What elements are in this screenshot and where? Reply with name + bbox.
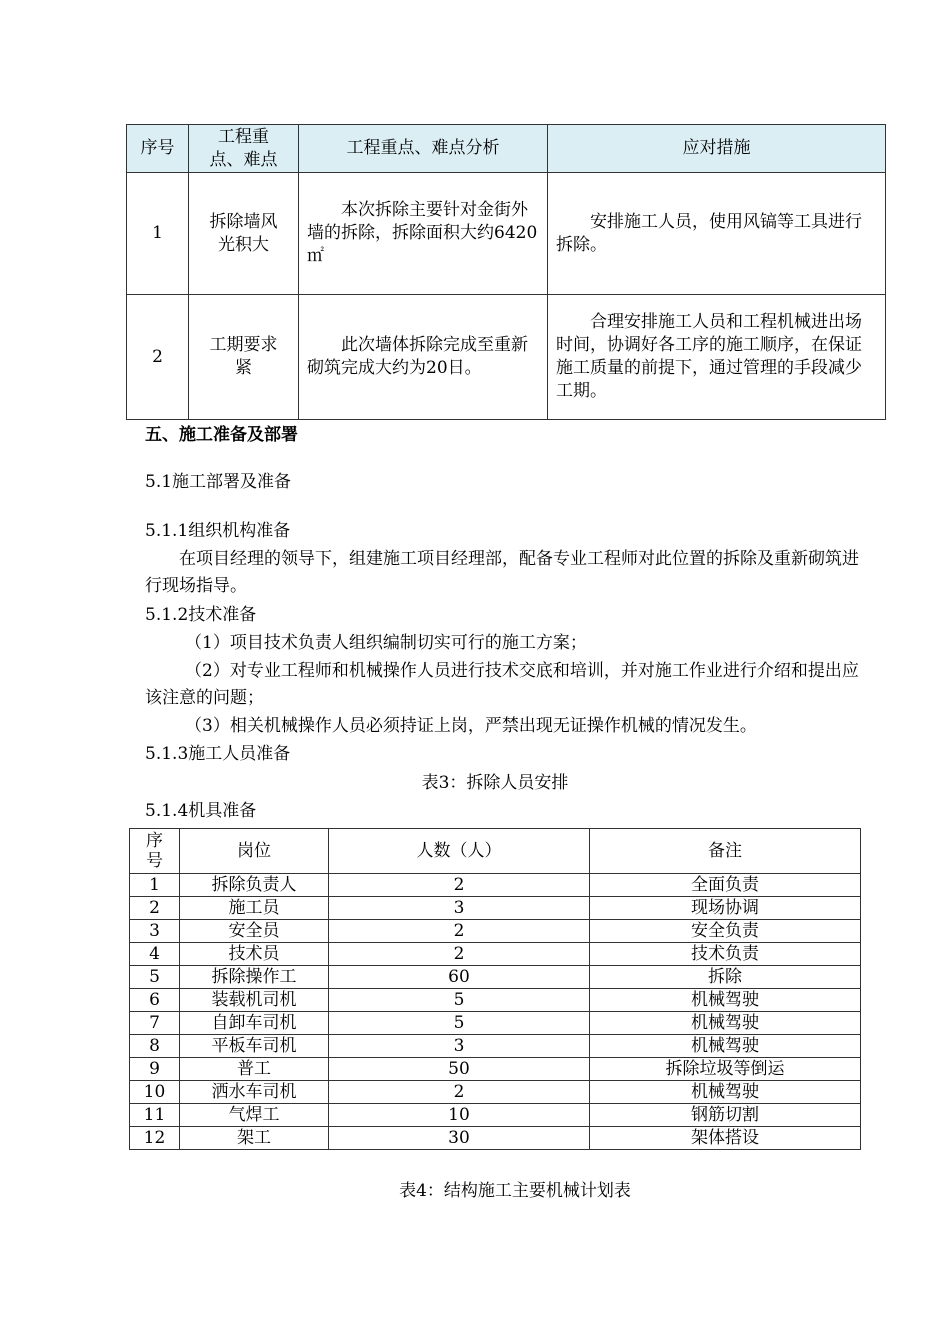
row-count: 50 (329, 1058, 590, 1081)
row-point: 工期要求紧 (189, 295, 299, 420)
row-no: 10 (130, 1081, 180, 1104)
row-count: 30 (329, 1127, 590, 1150)
row-post: 拆除负责人 (180, 874, 329, 897)
header-count: 人数（人） (329, 829, 590, 874)
row-count: 2 (329, 1081, 590, 1104)
row-count: 60 (329, 966, 590, 989)
row-post: 平板车司机 (180, 1035, 329, 1058)
tech-item-3: （3）相关机械操作人员必须持证上岗，严禁出现无证操作机械的情况发生。 (185, 716, 757, 736)
row-note: 机械驾驶 (590, 1081, 861, 1104)
row-no: 1 (127, 173, 189, 295)
row-note: 技术负责 (590, 943, 861, 966)
row-count: 5 (329, 1012, 590, 1035)
header-analysis: 工程重点、难点分析 (299, 125, 548, 173)
section-5-1-3-heading: 5.1.3施工人员准备 (145, 744, 291, 764)
header-post: 岗位 (180, 829, 329, 874)
table-header-row (127, 125, 886, 173)
row-note: 拆除垃圾等倒运 (590, 1058, 861, 1081)
row-post: 安全员 (180, 920, 329, 943)
table3-caption: 表3：拆除人员安排 (421, 773, 569, 793)
row-count: 2 (329, 920, 590, 943)
row-note: 钢筋切割 (590, 1104, 861, 1127)
row-post: 技术员 (180, 943, 329, 966)
table-row (127, 173, 886, 295)
table-row (130, 897, 861, 920)
row-post: 架工 (180, 1127, 329, 1150)
row-post: 气焊工 (180, 1104, 329, 1127)
row-note: 架体搭设 (590, 1127, 861, 1150)
table-row (130, 1012, 861, 1035)
row-post: 拆除操作工 (180, 966, 329, 989)
row-count: 5 (329, 989, 590, 1012)
section-5-1-1-heading: 5.1.1组织机构准备 (145, 521, 291, 541)
section-5-1-4-heading: 5.1.4机具准备 (145, 801, 257, 821)
row-measure: 安排施工人员，使用风镐等工具进行拆除。 (548, 173, 886, 295)
row-count: 2 (329, 943, 590, 966)
header-point: 工程重点、难点 (189, 125, 299, 173)
row-no: 11 (130, 1104, 180, 1127)
tech-item-1: （1）项目技术负责人组织编制切实可行的施工方案； (185, 633, 587, 653)
row-count: 10 (329, 1104, 590, 1127)
table-row (130, 920, 861, 943)
key-points-table (126, 124, 886, 420)
table-row (130, 1081, 861, 1104)
table-row (130, 943, 861, 966)
header-no: 序号 (127, 125, 189, 173)
row-note: 机械驾驶 (590, 1035, 861, 1058)
row-no: 8 (130, 1035, 180, 1058)
row-note: 现场协调 (590, 897, 861, 920)
table-row (130, 1127, 861, 1150)
section-5-1-heading: 5.1施工部署及准备 (145, 472, 292, 492)
table-row (127, 295, 886, 420)
row-no: 2 (127, 295, 189, 420)
row-post: 洒水车司机 (180, 1081, 329, 1104)
row-point: 拆除墙风光积大 (189, 173, 299, 295)
row-no: 6 (130, 989, 180, 1012)
table-row (130, 1058, 861, 1081)
row-measure: 合理安排施工人员和工程机械进出场时间，协调好各工序的施工顺序，在保证施工质量的前提下，通过管理的手段减少工期。 (548, 295, 886, 420)
header-measure: 应对措施 (548, 125, 886, 173)
row-post: 装载机司机 (180, 989, 329, 1012)
row-note: 拆除 (590, 966, 861, 989)
row-count: 3 (329, 897, 590, 920)
row-no: 5 (130, 966, 180, 989)
table4-caption: 表4：结构施工主要机械计划表 (399, 1181, 631, 1201)
row-no: 12 (130, 1127, 180, 1150)
section-5-1-1-paragraph: 在项目经理的领导下，组建施工项目经理部，配备专业工程师对此位置的拆除及重新砌筑进行现场指导。 (145, 549, 859, 596)
table-row (130, 1035, 861, 1058)
row-post: 普工 (180, 1058, 329, 1081)
row-no: 4 (130, 943, 180, 966)
row-note: 机械驾驶 (590, 1012, 861, 1035)
table-row (130, 1104, 861, 1127)
section-5-1-2-heading: 5.1.2技术准备 (145, 605, 257, 625)
row-note: 机械驾驶 (590, 989, 861, 1012)
row-count: 3 (329, 1035, 590, 1058)
row-analysis: 此次墙体拆除完成至重新砌筑完成大约为20日。 (299, 295, 548, 420)
row-post: 施工员 (180, 897, 329, 920)
tech-item-2: （2）对专业工程师和机械操作人员进行技术交底和培训，并对施工作业进行介绍和提出应该注意的问题； (145, 661, 859, 708)
header-no-label: 序号 (146, 831, 163, 871)
row-no: 1 (130, 874, 180, 897)
table-header-row (130, 829, 861, 874)
row-note: 安全负责 (590, 920, 861, 943)
row-no: 2 (130, 897, 180, 920)
row-no: 9 (130, 1058, 180, 1081)
table-row (130, 874, 861, 897)
row-note: 全面负责 (590, 874, 861, 897)
row-count: 2 (329, 874, 590, 897)
row-no: 3 (130, 920, 180, 943)
personnel-table (129, 828, 861, 1150)
row-no: 7 (130, 1012, 180, 1035)
row-analysis: 本次拆除主要针对金街外墙的拆除，拆除面积大约6420㎡ (299, 173, 548, 295)
section-5-title: 五、施工准备及部署 (145, 425, 298, 445)
table-row (130, 989, 861, 1012)
table-row (130, 966, 861, 989)
row-post: 自卸车司机 (180, 1012, 329, 1035)
header-no (130, 829, 180, 874)
header-note: 备注 (590, 829, 861, 874)
